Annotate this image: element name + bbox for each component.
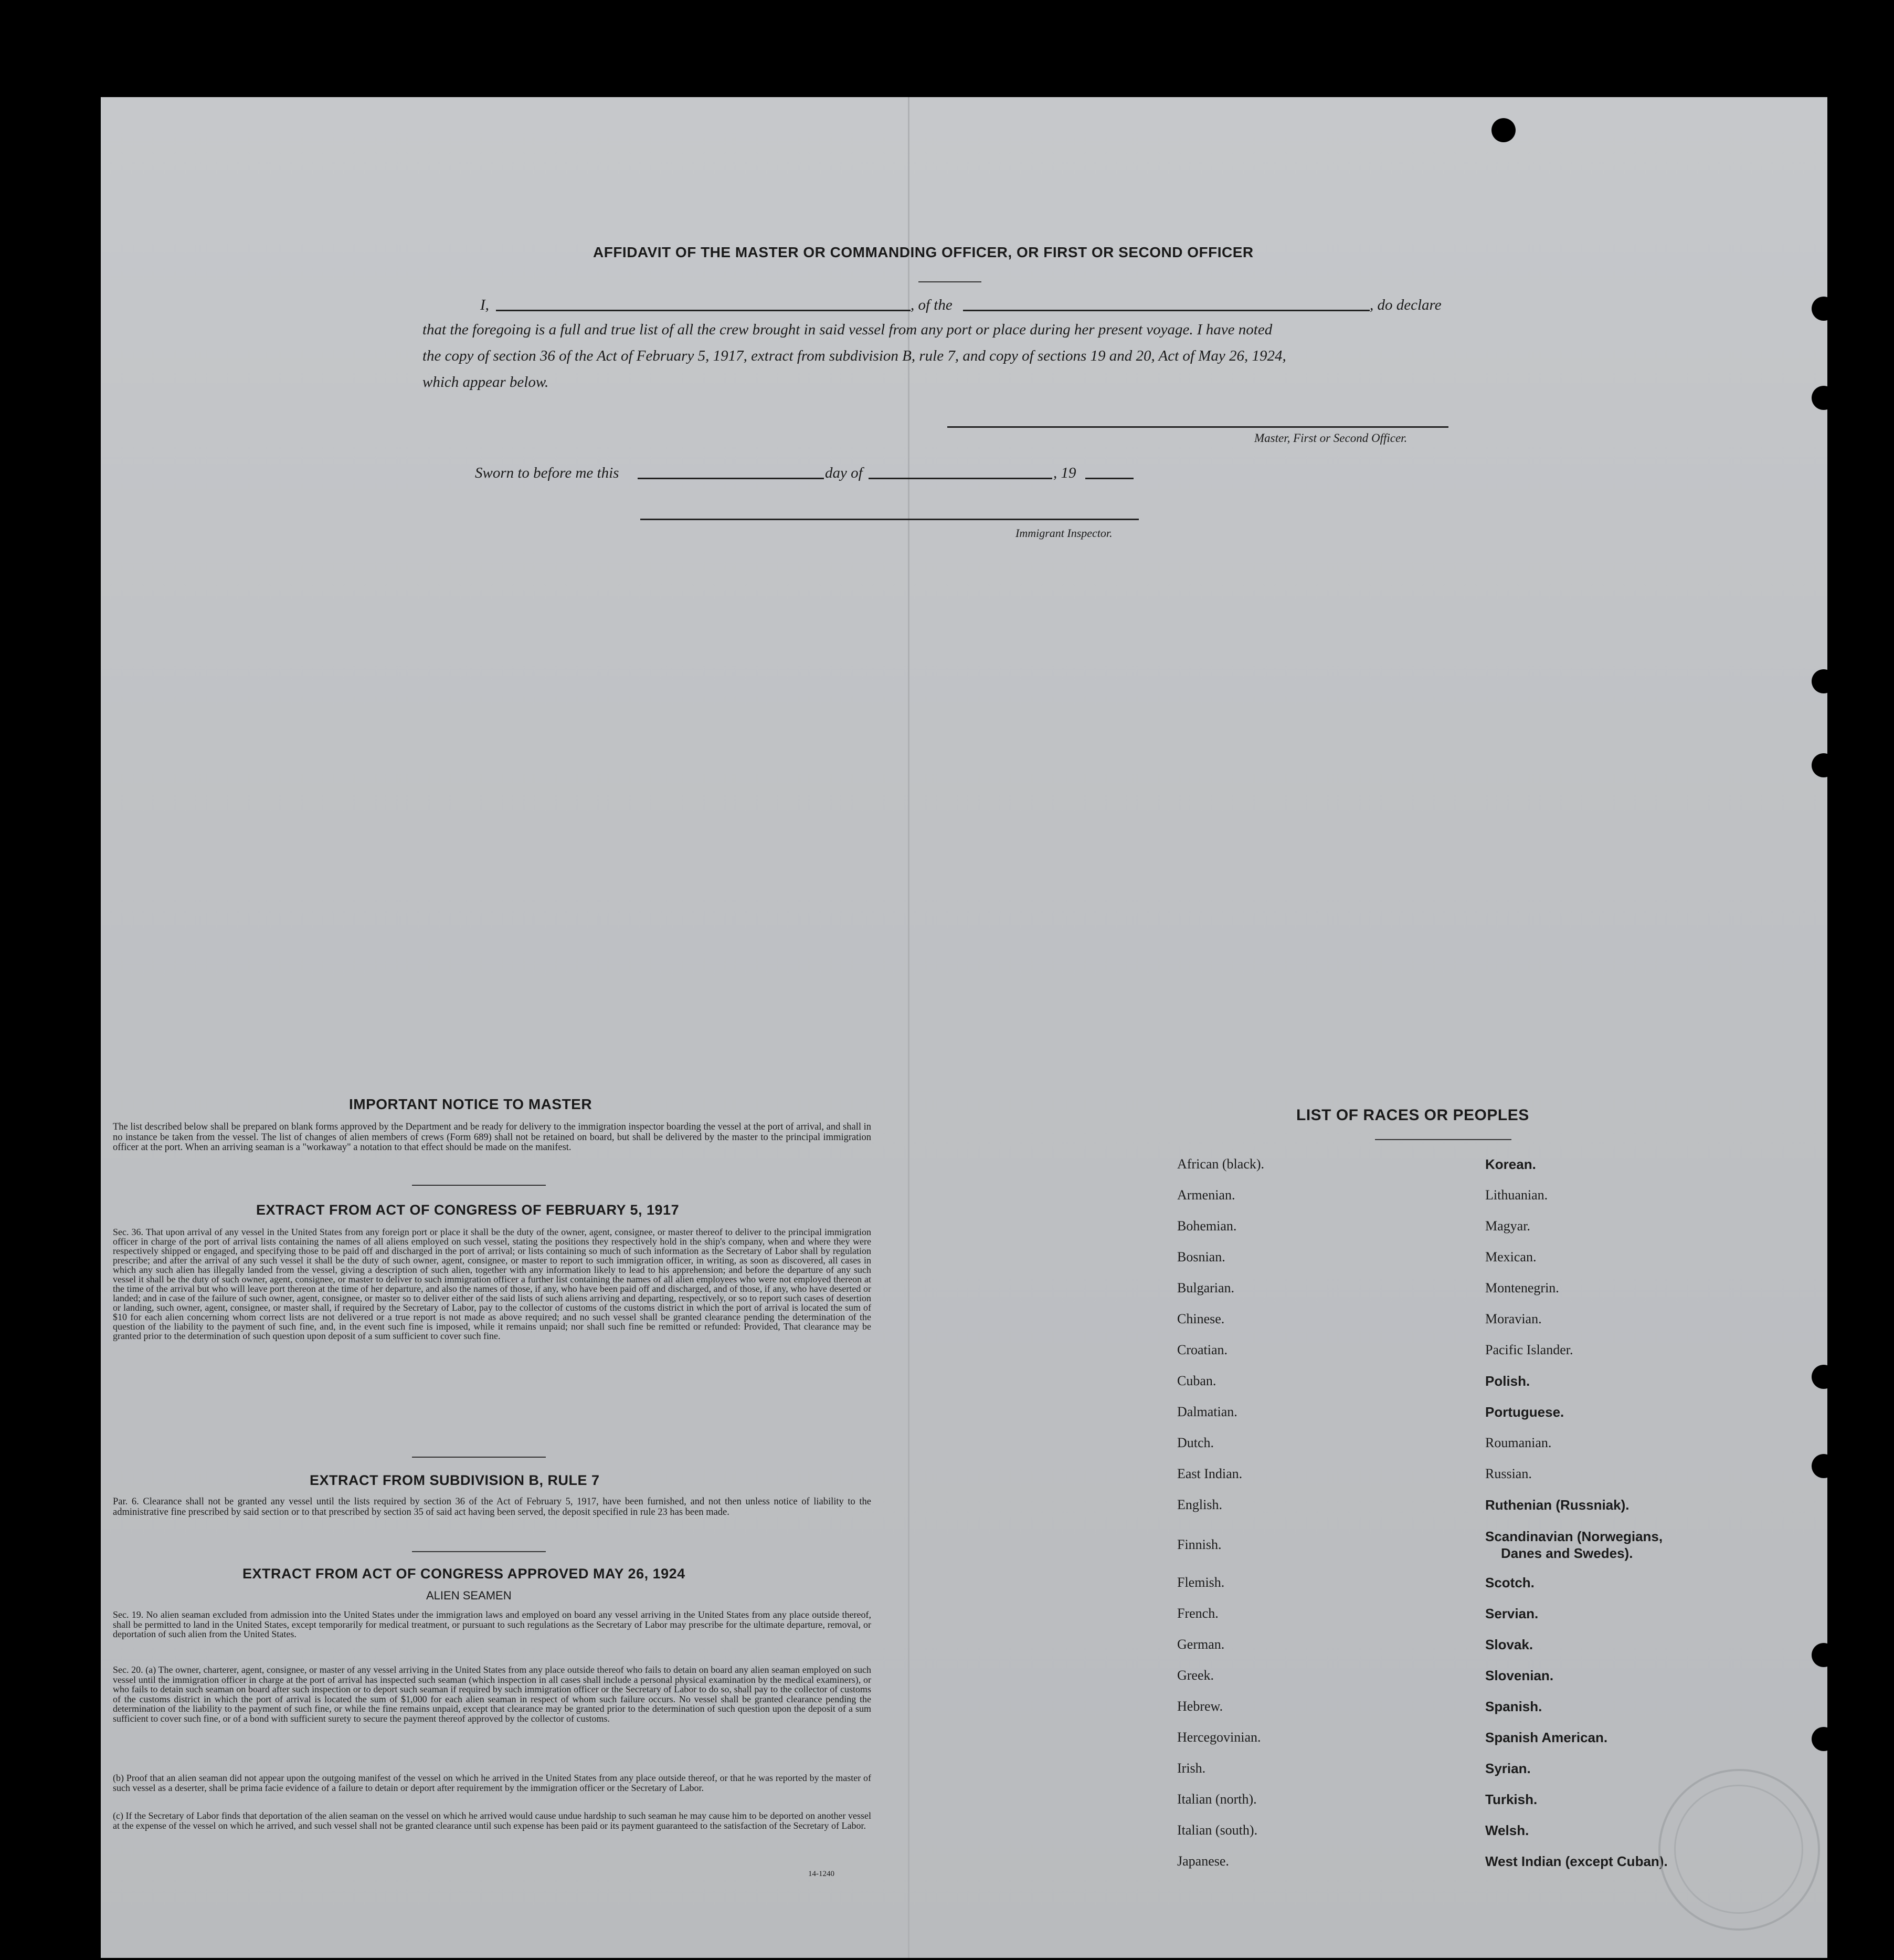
race-right: Scotch. — [1485, 1575, 1535, 1590]
race-right: Mexican. — [1485, 1249, 1537, 1264]
race-right: Montenegrin. — [1485, 1280, 1559, 1295]
binder-hole — [1812, 1727, 1836, 1751]
race-right: Roumanian. — [1485, 1435, 1552, 1450]
race-right: Turkish. — [1485, 1792, 1538, 1807]
race-left: Japanese. — [1177, 1853, 1229, 1869]
extract-1917-title: EXTRACT FROM ACT OF CONGRESS OF FEBRUARY 5, 1917 — [256, 1202, 680, 1218]
name-field-line[interactable] — [496, 310, 911, 311]
sec20c-text: (c) If the Secretary of Labor finds that deportation of the alien seaman on the vessel on which he arrived would cause undue hardship to such seaman he may cause him to be deported on another vessel at the expense of the vessel on which he arrived, and such vessel shall not be granted clearance until such expense has been paid or its payment guaranteed to the satisfaction of the Secretary of Labor. — [113, 1810, 871, 1831]
race-left: German. — [1177, 1637, 1225, 1652]
binder-hole — [1812, 753, 1836, 777]
rule7-title: EXTRACT FROM SUBDIVISION B, RULE 7 — [310, 1472, 600, 1488]
rule7-text: Par. 6. Clearance shall not be granted any vessel until the lists required by section 36 of the Act of February 5, 1917, have been furnished, and not then unless notice of liability to the administrative fine prescribed by said section or to that prescribed by section 35 of said act having been served, the deposit specified in rule 23 has been made. — [113, 1497, 871, 1518]
race-left: Greek. — [1177, 1668, 1214, 1683]
page-fold-line — [908, 97, 909, 1958]
binder-hole — [1812, 297, 1836, 321]
race-right: Spanish American. — [1485, 1730, 1608, 1745]
vessel-field-line[interactable] — [963, 310, 1370, 311]
affidavit-line1-of: , of the — [911, 297, 953, 313]
race-right: Magyar. — [1485, 1218, 1530, 1234]
race-left: Bulgarian. — [1177, 1280, 1235, 1295]
notice-text: The list described below shall be prepared on blank forms approved by the Department and be ready for delivery to the immigration inspector boarding the vessel at the port of arrival, and shall in no instance be taken from the vessel. The list of changes of alien members of crews (Form 689) shall not be retained on board, but shall be delivered by the master to the principal immigration officer at the port. When an arriving seaman is a "workaway" a notation to that effect should be made on the manifest. — [113, 1122, 871, 1153]
race-left: Croatian. — [1177, 1342, 1228, 1357]
race-right: Slovak. — [1485, 1637, 1533, 1652]
race-right: Scandinavian (Norwegians, — [1485, 1529, 1663, 1544]
section-rule — [412, 1551, 546, 1552]
affidavit-line4: which appear below. — [422, 374, 549, 391]
binder-hole — [1491, 118, 1516, 142]
extract-1924-subtitle: ALIEN SEAMEN — [426, 1589, 512, 1602]
race-left: Dalmatian. — [1177, 1404, 1237, 1419]
form-number: 14-1240 — [808, 1870, 834, 1878]
binder-hole — [1812, 1454, 1836, 1478]
race-right: Ruthenian (Russniak). — [1485, 1497, 1630, 1513]
race-right: Danes and Swedes). — [1501, 1545, 1633, 1561]
race-left: French. — [1177, 1606, 1219, 1621]
race-left: English. — [1177, 1497, 1222, 1512]
race-right: Moravian. — [1485, 1311, 1542, 1326]
race-left: Armenian. — [1177, 1187, 1235, 1203]
races-title-rule — [1375, 1139, 1511, 1140]
affidavit-line1-declare: , do declare — [1370, 297, 1442, 313]
notice-title: IMPORTANT NOTICE TO MASTER — [349, 1096, 592, 1112]
sec19-text: Sec. 19. No alien seaman excluded from admission into the United States under the immigration laws and employed on board any vessel arriving in the United States from any place outside thereof, shall be permitted to land in the United States, except temporarily for medical treatment, or pursuant to such regulations as the Secretary of Labor may prescribe for the ultimate departure, removal, or deportation of such alien from the United States. — [113, 1609, 871, 1639]
race-left: African (black). — [1177, 1156, 1265, 1172]
sec20a-text: Sec. 20. (a) The owner, charterer, agent, consignee, or master of any vessel arriving in the United States from any place outside thereof who fails to detain on board any alien seaman employed on such vessel until the immigration officer in charge at the port of arrival has inspected such seaman (which inspection in all cases shall include a personal physical examination by the medical examiners), or who fails to detain such seaman on board after such inspection or to deport such seaman if required by such immigration officer or the Secretary of Labor to do so, shall pay to the collector of customs of the customs district in which the port of arrival is located the sum of $1,000 for each alien seaman in respect of whom such failure occurs. No vessel shall be granted clearance pending the determination of the liability to the payment of such fine, or while the fine remains unpaid, except that clearance may be granted prior to the determination of such question upon the deposit of a sum sufficient to cover such fine, or of a bond with sufficient surety to secure the payment thereof approved by the collector of customs. — [113, 1664, 871, 1724]
extract-1924-title: EXTRACT FROM ACT OF CONGRESS APPROVED MAY 26, 1924 — [242, 1566, 685, 1582]
inspector-caption: Immigrant Inspector. — [1015, 526, 1113, 540]
signature-caption: Master, First or Second Officer. — [1254, 431, 1408, 445]
sworn-day-line[interactable] — [638, 478, 824, 479]
race-left: Flemish. — [1177, 1575, 1225, 1590]
race-right: Lithuanian. — [1485, 1187, 1548, 1203]
race-right: Russian. — [1485, 1466, 1532, 1481]
sworn-prefix: Sworn to before me this — [475, 465, 619, 481]
race-left: Bosnian. — [1177, 1249, 1225, 1264]
title-rule — [918, 281, 981, 282]
affidavit-line2: that the foregoing is a full and true list of all the crew brought in said vessel from any port or place during her present voyage. I have noted — [422, 321, 1273, 338]
race-left: Chinese. — [1177, 1311, 1225, 1326]
race-left: Irish. — [1177, 1761, 1206, 1776]
race-right: Polish. — [1485, 1373, 1530, 1389]
race-left: Italian (south). — [1177, 1822, 1258, 1838]
affidavit-line3: the copy of section 36 of the Act of February 5, 1917, extract from subdivision B, rule 7, and copy of sections 19 and 20, Act of May 26, 1924, — [422, 347, 1286, 364]
race-left: Cuban. — [1177, 1373, 1216, 1388]
race-right: Syrian. — [1485, 1761, 1531, 1776]
race-right: Portuguese. — [1485, 1404, 1564, 1420]
sworn-year-line[interactable] — [1085, 478, 1134, 479]
race-right: Welsh. — [1485, 1822, 1529, 1838]
race-right: Slovenian. — [1485, 1668, 1554, 1683]
archive-seal-inner — [1674, 1785, 1803, 1914]
binder-hole — [1812, 1643, 1836, 1667]
section-rule — [412, 1185, 546, 1186]
officer-signature-line[interactable] — [947, 426, 1448, 428]
race-right: Spanish. — [1485, 1699, 1542, 1714]
race-left: Bohemian. — [1177, 1218, 1237, 1234]
race-left: Dutch. — [1177, 1435, 1214, 1450]
race-left: Italian (north). — [1177, 1792, 1257, 1807]
inspector-signature-line[interactable] — [640, 519, 1139, 520]
race-left: East Indian. — [1177, 1466, 1243, 1481]
binder-hole — [1812, 1365, 1836, 1389]
race-left: Finnish. — [1177, 1537, 1222, 1552]
binder-hole — [1812, 386, 1836, 410]
race-right: Servian. — [1485, 1606, 1539, 1621]
race-left: Hercegovinian. — [1177, 1730, 1261, 1745]
sworn-month-line[interactable] — [869, 478, 1052, 479]
affidavit-title: AFFIDAVIT OF THE MASTER OR COMMANDING OFFICER, OR FIRST OR SECOND OFFICER — [593, 244, 1254, 260]
race-right: West Indian (except Cuban). — [1485, 1853, 1668, 1869]
race-left: Hebrew. — [1177, 1699, 1223, 1714]
binder-hole — [1812, 669, 1836, 693]
affidavit-line1-i: I, — [480, 297, 489, 313]
extract-1917-text: Sec. 36. That upon arrival of any vessel in the United States from any foreign port or place it shall be the duty of the owner, agent, consignee, or master thereof to deliver to the principal immigration officer in charge of the port of arrival lists containing the names of all aliens employed on such vessel, stating the positions they respectively hold in the ship's company, when and where they were respectively shipped or engaged, and specifying those to be paid off and discharged in the port of arrival; or lists containing so much of such information as the Secretary of Labor shall by regulation prescribe; and after the arrival of any such vessel it shall be the duty of such owner, agent, consignee, or master to report to such immigration officer, in writing, as soon as discovered, all cases in which any such alien has illegally landed from the vessel, giving a description of such alien, together with any information likely to lead to his apprehension; and before the departure of any such vessel it shall be the duty of such owner, agent, consignee, or master to deliver to such immigration officer a further list containing the names of all alien employees who were not employed thereon at the time of the arrival but who will leave port thereon at the time of her departure, and also the names of those, if any, who have been paid off and discharged, and of those, if any, who have deserted or landed; and in case of the failure of such owner, agent, consignee, or master so to deliver either of the said lists of such aliens arriving and departing, respectively, or so to report such cases of desertion or landing, such owner, agent, consignee, or master shall, if required by the Secretary of Labor, pay to the collector of customs of the customs district in which the port of arrival is located the sum of $10 for each alien concerning whom correct lists are not delivered or a true report is not made as above required; and no such vessel shall be granted clearance pending the determination of the question of the liability to the payment of such fine, and, in the event such fine is imposed, while it remains unpaid; nor shall such fine be remitted or refunded: Provided, That clearance may be granted prior to the determination of such question upon deposit of a sum sufficient to cover such fine. — [113, 1227, 871, 1341]
section-rule — [412, 1457, 546, 1458]
race-right: Pacific Islander. — [1485, 1342, 1573, 1357]
race-right: Korean. — [1485, 1156, 1536, 1172]
races-title: LIST OF RACES OR PEOPLES — [1296, 1107, 1529, 1124]
sec20b-text: (b) Proof that an alien seaman did not appear upon the outgoing manifest of the vessel on which he arrived in the United States from any place outside thereof, or that he was reported by the master of such vessel as a deserter, shall be prima facie evidence of a failure to detain or deport after requirement by the immigration officer or the Secretary of Labor. — [113, 1773, 871, 1793]
sworn-day-label: day of — [825, 465, 863, 481]
sworn-year-label: , 19 — [1053, 465, 1076, 481]
